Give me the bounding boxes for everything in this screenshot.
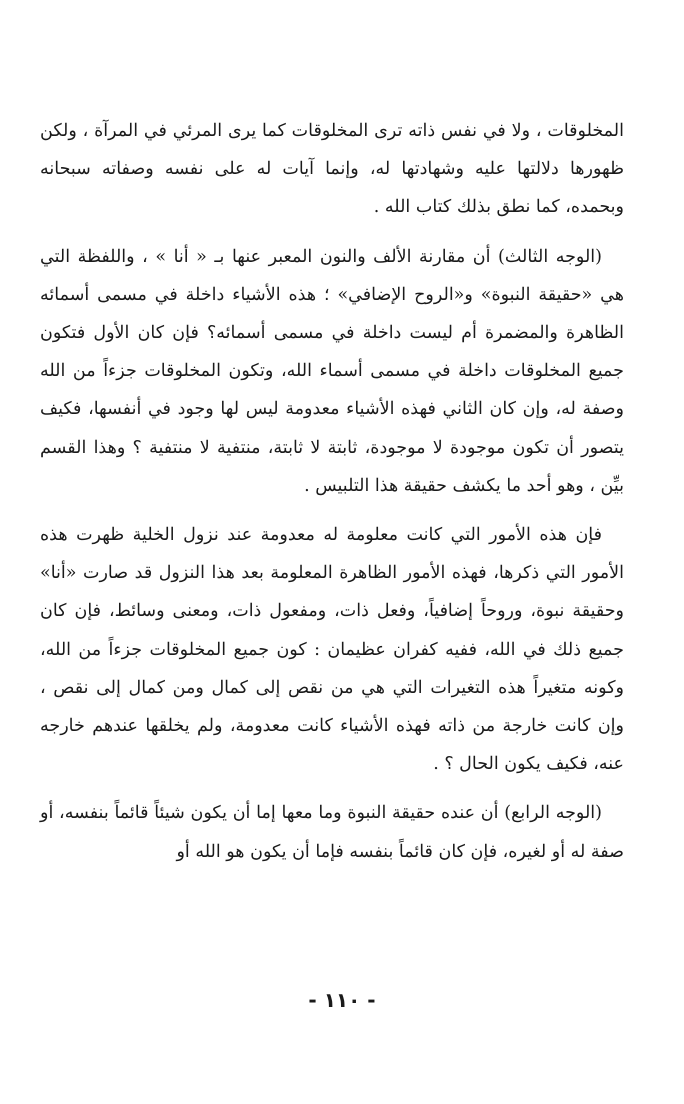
paragraph-1: المخلوقات ، ولا في نفس ذاته ترى المخلوقات كما يرى المرئي في المرآة ، ولكن ظهورها دلالتها عليه وشهادتها له، وإنما آيات له على نفسه وصفاته سبحانه وبحمده، كما نطق بذلك كتاب الله .: [40, 121, 624, 218]
page-number: - ١١٠ -: [308, 988, 376, 1012]
paragraph-4: (الوجه الرابع) أن عنده حقيقة النبوة وما معها إما أن يكون شيئاً قائماً بنفسه، أو صفة له أو لغيره، فإن كان قائماً بنفسه فإما أن يكون هو الله أو: [40, 803, 624, 862]
paragraph-2: (الوجه الثالث) أن مقارنة الألف والنون المعبر عنها بـ « أنا » ، واللفظة التي هي «حقيقة النبوة» و«الروح الإضافي» ؛ هذه الأشياء داخلة في مسمى أسمائه الظاهرة والمضمرة أم ليست داخلة في مسمى أسمائه؟ فإن كان الأول فتكون جميع المخلوقات داخلة في مسمى أسماء الله، وتكون المخلوقات جزءاً من الله وصفة له، وإن كان الثاني فهذه الأشياء معدومة ليس لها وجود في أنفسها، فكيف يتصور أن تكون موجودة لا موجودة، ثابتة لا ثابتة، منتفية لا منتفية ؟ وهذا القسم بيِّن ، وهو أحد ما يكشف حقيقة هذا التلبيس .: [40, 246, 624, 496]
paragraph-3: فإن هذه الأمور التي كانت معلومة له معدومة عند نزول الخلية ظهرت هذه الأمور التي ذكرها، فهذه الأمور الظاهرة المعلومة بعد هذا النزول قد صارت «أنا» وحقيقة نبوة، وروحاً إضافياً، وفعل ذات، ومفعول ذات، ومعنى وسائط، فإن كان جميع ذلك في الله، ففيه كفران عظيمان : كون جميع المخلوقات جزءاً من الله، وكونه متغيراً هذه التغيرات التي هي من نقص إلى كمال ومن كمال إلى نقص ، وإن كانت خارجة من ذاته فهذه الأشياء كانت معدومة، ولم يخلقها عندهم خارجه عنه، فكيف يكون الحال ؟ .: [40, 525, 624, 775]
page-body: [40, 112, 624, 882]
